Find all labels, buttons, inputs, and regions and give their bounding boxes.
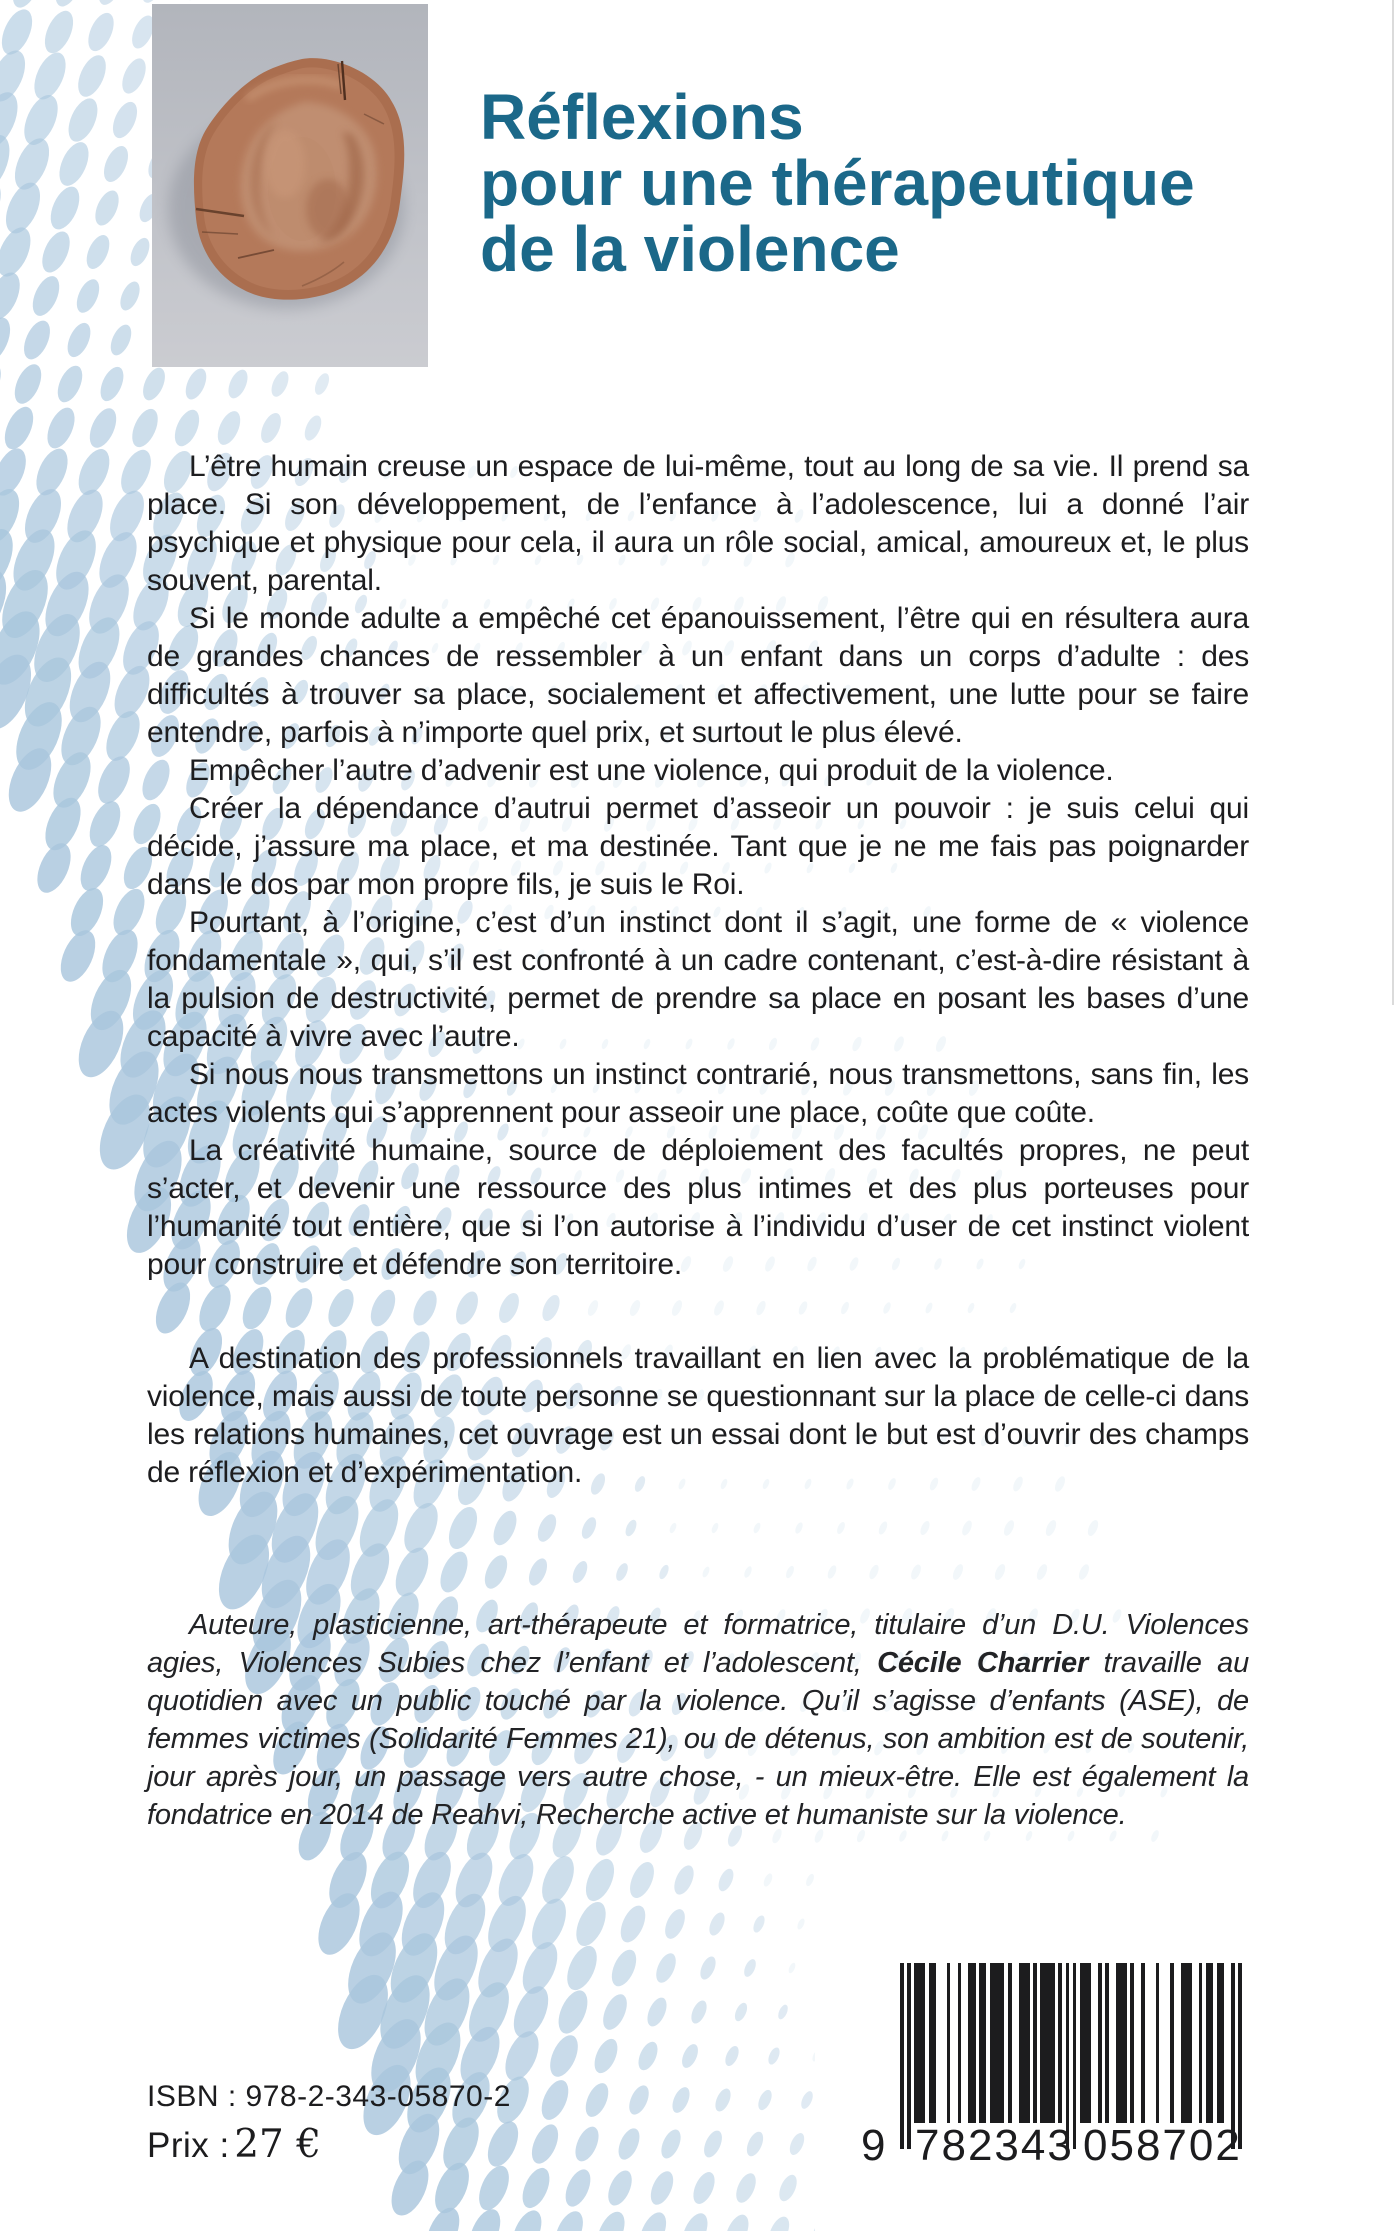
price-value: 27 € xyxy=(234,2122,322,2167)
synopsis-paragraph: Si nous nous transmettons un instinct contrarié, nous transmettons, sans fin, les actes violents qui s’apprennent pour asseoir une place, coûte que coûte. xyxy=(147,1058,1249,1129)
author-name: Cécile Charrier xyxy=(877,1647,1089,1679)
isbn-text: ISBN : 978-2-343-05870-2 xyxy=(147,2080,511,2113)
barcode-digit-group-2: 058702 xyxy=(1083,2121,1242,2170)
synopsis-paragraph: Si le monde adulte a empêché cet épanouissement, l’être qui en résultera aura de grandes chances de ressembler à un enfant dans un corps d’adulte : des difficultés à trouver sa place, socialement et affectivement, une lutte pour se faire entendre, parfois à n’importe quel prix, et surtout le plus élevé. xyxy=(147,602,1249,749)
author-bio-text-after: travaille au quotidien avec un public touché par la violence. Qu’il s’agisse d’enfants (ASE), de femmes victimes (Solidarité Femmes 21), ou de détenus, son ambition est de soutenir, jour après jour, un passage vers autre chose, - un mieux-être. Elle est également la fondatrice en 2014 de Reahvi, Recherche active et humaniste sur la violence. xyxy=(147,1647,1249,1831)
barcode-digits xyxy=(815,2121,1375,2171)
author-bio xyxy=(147,1606,1249,1834)
synopsis-paragraph: L’être humain creuse un espace de lui-même, tout au long de sa vie. Il prend sa place. Si son développement, de l’enfance à l’adolescence, lui a donné l’air psychique et physique pour cela, il aura un rôle social, amical, amoureux et, le plus souvent, parental. xyxy=(147,450,1249,597)
synopsis-paragraph: La créativité humaine, source de déploiement des facultés propres, ne peut s’acter, et devenir une ressource des plus intimes et des plus porteuses pour l’humanité tout entière, que si l’on autorise à l’individu d’user de cet instinct violent pour construire et défendre son territoire. xyxy=(147,1134,1249,1281)
price-text xyxy=(147,2122,321,2167)
barcode-panel xyxy=(815,1845,1375,2231)
book-title-line-2: pour une thérapeutique xyxy=(480,147,1195,219)
clay-imprint-photo xyxy=(152,4,428,367)
page-edge-line xyxy=(1392,0,1394,1005)
book-title-line-1: Réflexions xyxy=(480,81,804,153)
synopsis-paragraph: Empêcher l’autre d’advenir est une violence, qui produit de la violence. xyxy=(189,754,1114,787)
barcode-digit-group-1: 782343 xyxy=(915,2121,1074,2170)
book-title xyxy=(480,81,1195,285)
book-title-line-3: de la violence xyxy=(480,213,900,285)
synopsis-paragraph: Pourtant, à l’origine, c’est d’un instinct dont il s’agit, une forme de « violence fondamentale », qui, s’il est confronté à un cadre contenant, c’est-à-dire résistant à la pulsion de destructivité, permet de prendre sa place en posant les bases d’une capacité à vivre avec l’autre. xyxy=(147,906,1249,1053)
synopsis-conclusion: A destination des professionnels travaillant en lien avec la problématique de la violence, mais aussi de toute personne se questionnant sur la place de celle-ci dans les relations humaines, cet ouvrage est un essai dont le but est d’ouvrir des champs de réflexion et d’expérimentation. xyxy=(147,1342,1249,1489)
synopsis-text xyxy=(147,448,1249,1492)
price-label: Prix : xyxy=(147,2126,230,2165)
barcode-digit-lead: 9 xyxy=(861,2121,888,2170)
author-bio-text-before: Auteure, plasticienne, art-thérapeute et formatrice, titulaire d’un D.U. Violences agies, Violences Subies chez l’enfant et l’adolescent, xyxy=(147,1609,1249,1679)
synopsis-paragraph: Créer la dépendance d’autrui permet d’asseoir un pouvoir : je suis celui qui décide, j’assure ma place, et ma destinée. Tant que je ne me fais pas poignarder dans le dos par mon propre fils, je suis le Roi. xyxy=(147,792,1249,901)
